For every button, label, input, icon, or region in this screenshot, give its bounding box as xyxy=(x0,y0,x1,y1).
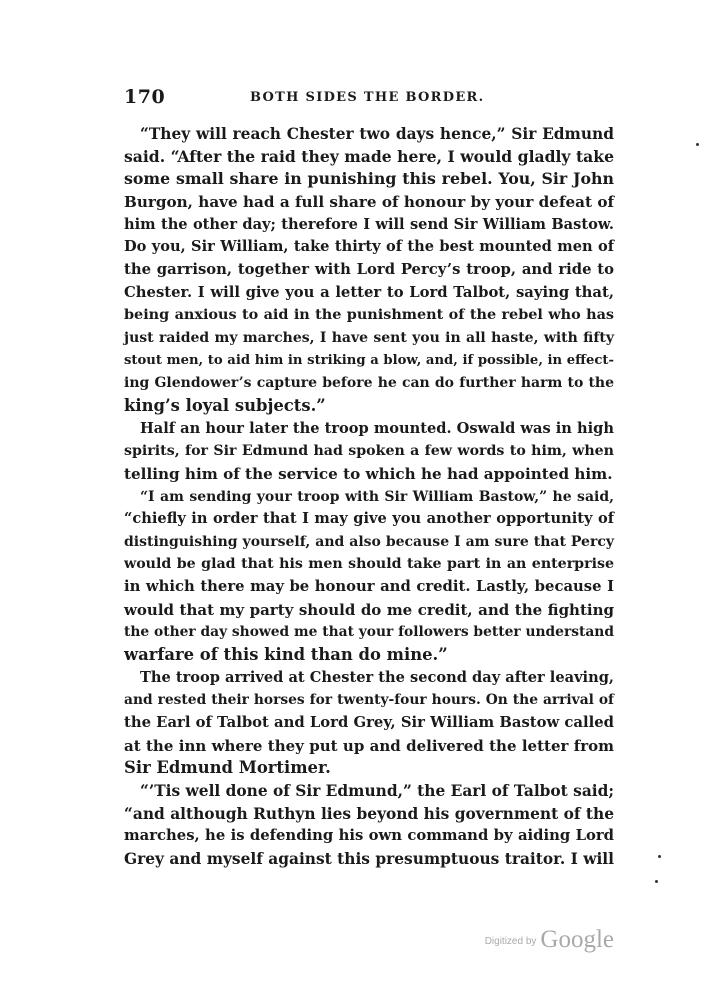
text-line: the Earl of Talbot and Lord Grey, Sir William Bastow called xyxy=(124,714,614,732)
text-line: Burgon, have had a full share of honour by your defeat of xyxy=(124,192,614,211)
text-line: ing Glendower’s capture before he can do further harm to the xyxy=(124,375,614,392)
body-text xyxy=(124,123,614,871)
scan-speck xyxy=(696,143,699,146)
digitized-watermark xyxy=(485,926,614,954)
text-line: Grey and myself against this presumptuous traitor. I will xyxy=(124,850,614,868)
scan-speck xyxy=(658,855,661,858)
text-line: would that my party should do me credit, and the fighting xyxy=(124,600,614,619)
text-line: him the other day; therefore I will send Sir William Bastow. xyxy=(124,215,614,233)
page-header xyxy=(124,86,614,110)
text-line: “chiefly in order that I may give you another opportunity of xyxy=(124,510,614,528)
text-line: being anxious to aid in the punishment of the rebel who has xyxy=(124,306,614,324)
text-line: Half an hour later the troop mounted. Oswald was in high xyxy=(140,419,614,437)
text-line: “’Tis well done of Sir Edmund,” the Earl of Talbot said; xyxy=(140,782,615,801)
text-line: “and although Ruthyn lies beyond his government of the xyxy=(124,804,614,823)
text-line: “I am sending your troop with Sir William Bastow,” he said, xyxy=(140,488,614,505)
google-logo: Google xyxy=(540,926,614,953)
text-line: the garrison, together with Lord Percy’s troop, and ride to xyxy=(124,260,614,278)
text-line: in which there may be honour and credit. Lastly, because I xyxy=(124,578,614,596)
text-line: distinguishing yourself, and also because I am sure that Percy xyxy=(124,533,614,550)
page-number: 170 xyxy=(124,86,166,108)
text-line: warfare of this kind than do mine.” xyxy=(124,645,448,665)
text-line: at the inn where they put up and delivered the letter from xyxy=(124,736,614,755)
watermark-prefix: Digitized by xyxy=(484,936,537,947)
text-line: marches, he is defending his own command by aiding Lord xyxy=(124,827,614,845)
text-line: Do you, Sir William, take thirty of the best mounted men of xyxy=(124,238,614,256)
text-line: Sir Edmund Mortimer. xyxy=(124,758,331,778)
text-line: just raided my marches, I have sent you in all haste, with fifty xyxy=(124,329,614,346)
text-line: stout men, to aid him in striking a blow, and, if possible, in effect- xyxy=(124,352,614,368)
text-line: would be glad that his men should take part in an enterprise xyxy=(124,556,614,573)
text-line: king’s loyal subjects.” xyxy=(124,395,326,415)
text-line: and rested their horses for twenty-four hours. On the arrival of xyxy=(124,692,614,709)
text-line: spirits, for Sir Edmund had spoken a few words to him, when xyxy=(124,443,614,460)
text-line: The troop arrived at Chester the second day after leaving, xyxy=(140,668,614,686)
text-line: some small share in punishing this rebel. You, Sir John xyxy=(124,169,614,189)
text-line: telling him of the service to which he had appointed him. xyxy=(124,464,613,483)
scan-speck xyxy=(655,880,658,883)
running-head: BOTH SIDES THE BORDER. xyxy=(250,90,485,105)
text-line: “They will reach Chester two days hence,” Sir Edmund xyxy=(140,125,614,143)
text-line: said. “After the raid they made here, I would gladly take xyxy=(124,146,614,166)
text-line: Chester. I will give you a letter to Lord Talbot, saying that, xyxy=(124,283,614,301)
text-line: the other day showed me that your followers better understand xyxy=(124,624,614,641)
